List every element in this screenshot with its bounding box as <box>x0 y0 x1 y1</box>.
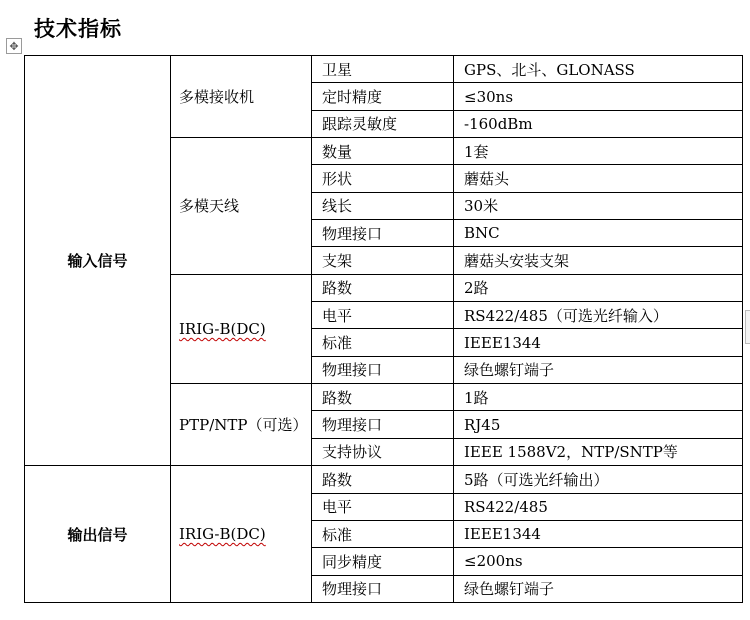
value-cell: BNC <box>454 220 743 247</box>
param-cell: 支持协议 <box>312 438 454 465</box>
param-cell: 物理接口 <box>312 356 454 383</box>
value-cell: 绿色螺钉端子 <box>454 356 743 383</box>
param-cell: 物理接口 <box>312 220 454 247</box>
param-cell: 线长 <box>312 192 454 219</box>
param-cell: 跟踪灵敏度 <box>312 110 454 137</box>
param-cell: 路数 <box>312 274 454 301</box>
param-cell: 支架 <box>312 247 454 274</box>
param-cell: 电平 <box>312 302 454 329</box>
param-cell: 形状 <box>312 165 454 192</box>
param-cell: 卫星 <box>312 56 454 83</box>
subgroup-ptp-label: PTP/NTP（可选） <box>171 384 312 466</box>
subgroup-irig-in-label: IRIG-B(DC) <box>179 319 266 338</box>
subgroup-receiver-label: 多模接收机 <box>171 56 312 138</box>
param-cell: 电平 <box>312 493 454 520</box>
param-cell: 物理接口 <box>312 575 454 602</box>
param-cell: 路数 <box>312 466 454 493</box>
param-cell: 同步精度 <box>312 548 454 575</box>
value-cell: 5路（可选光纤输出） <box>454 466 743 493</box>
table-move-handle-icon[interactable]: ✥ <box>6 38 22 54</box>
page-heading: 技术指标 <box>34 17 122 41</box>
value-cell: 绿色螺钉端子 <box>454 575 743 602</box>
subgroup-irig-in-cell <box>171 274 312 383</box>
scroll-edge-marker <box>745 310 750 344</box>
param-cell: 标准 <box>312 520 454 547</box>
value-cell: 蘑菇头 <box>454 165 743 192</box>
subgroup-irig-out-label: IRIG-B(DC) <box>179 525 266 544</box>
group-output-label: 输出信号 <box>25 466 171 603</box>
subgroup-antenna-label: 多模天线 <box>171 138 312 275</box>
value-cell: IEEE 1588V2，NTP/SNTP等 <box>454 438 743 465</box>
table-row <box>25 466 743 493</box>
value-cell: RS422/485 <box>454 493 743 520</box>
subgroup-irig-out-cell <box>171 466 312 603</box>
value-cell: IEEE1344 <box>454 520 743 547</box>
spec-table <box>24 55 743 603</box>
value-cell: 1套 <box>454 138 743 165</box>
param-cell: 物理接口 <box>312 411 454 438</box>
param-cell: 定时精度 <box>312 83 454 110</box>
value-cell: RS422/485（可选光纤输入） <box>454 302 743 329</box>
value-cell: ≤30ns <box>454 83 743 110</box>
param-cell: 标准 <box>312 329 454 356</box>
value-cell: -160dBm <box>454 110 743 137</box>
value-cell: 2路 <box>454 274 743 301</box>
value-cell: 蘑菇头安装支架 <box>454 247 743 274</box>
param-cell: 路数 <box>312 384 454 411</box>
table-row <box>25 56 743 83</box>
value-cell: 1路 <box>454 384 743 411</box>
value-cell: IEEE1344 <box>454 329 743 356</box>
value-cell: RJ45 <box>454 411 743 438</box>
value-cell: ≤200ns <box>454 548 743 575</box>
group-input-label: 输入信号 <box>25 56 171 466</box>
value-cell: GPS、北斗、GLONASS <box>454 56 743 83</box>
value-cell: 30米 <box>454 192 743 219</box>
param-cell: 数量 <box>312 138 454 165</box>
